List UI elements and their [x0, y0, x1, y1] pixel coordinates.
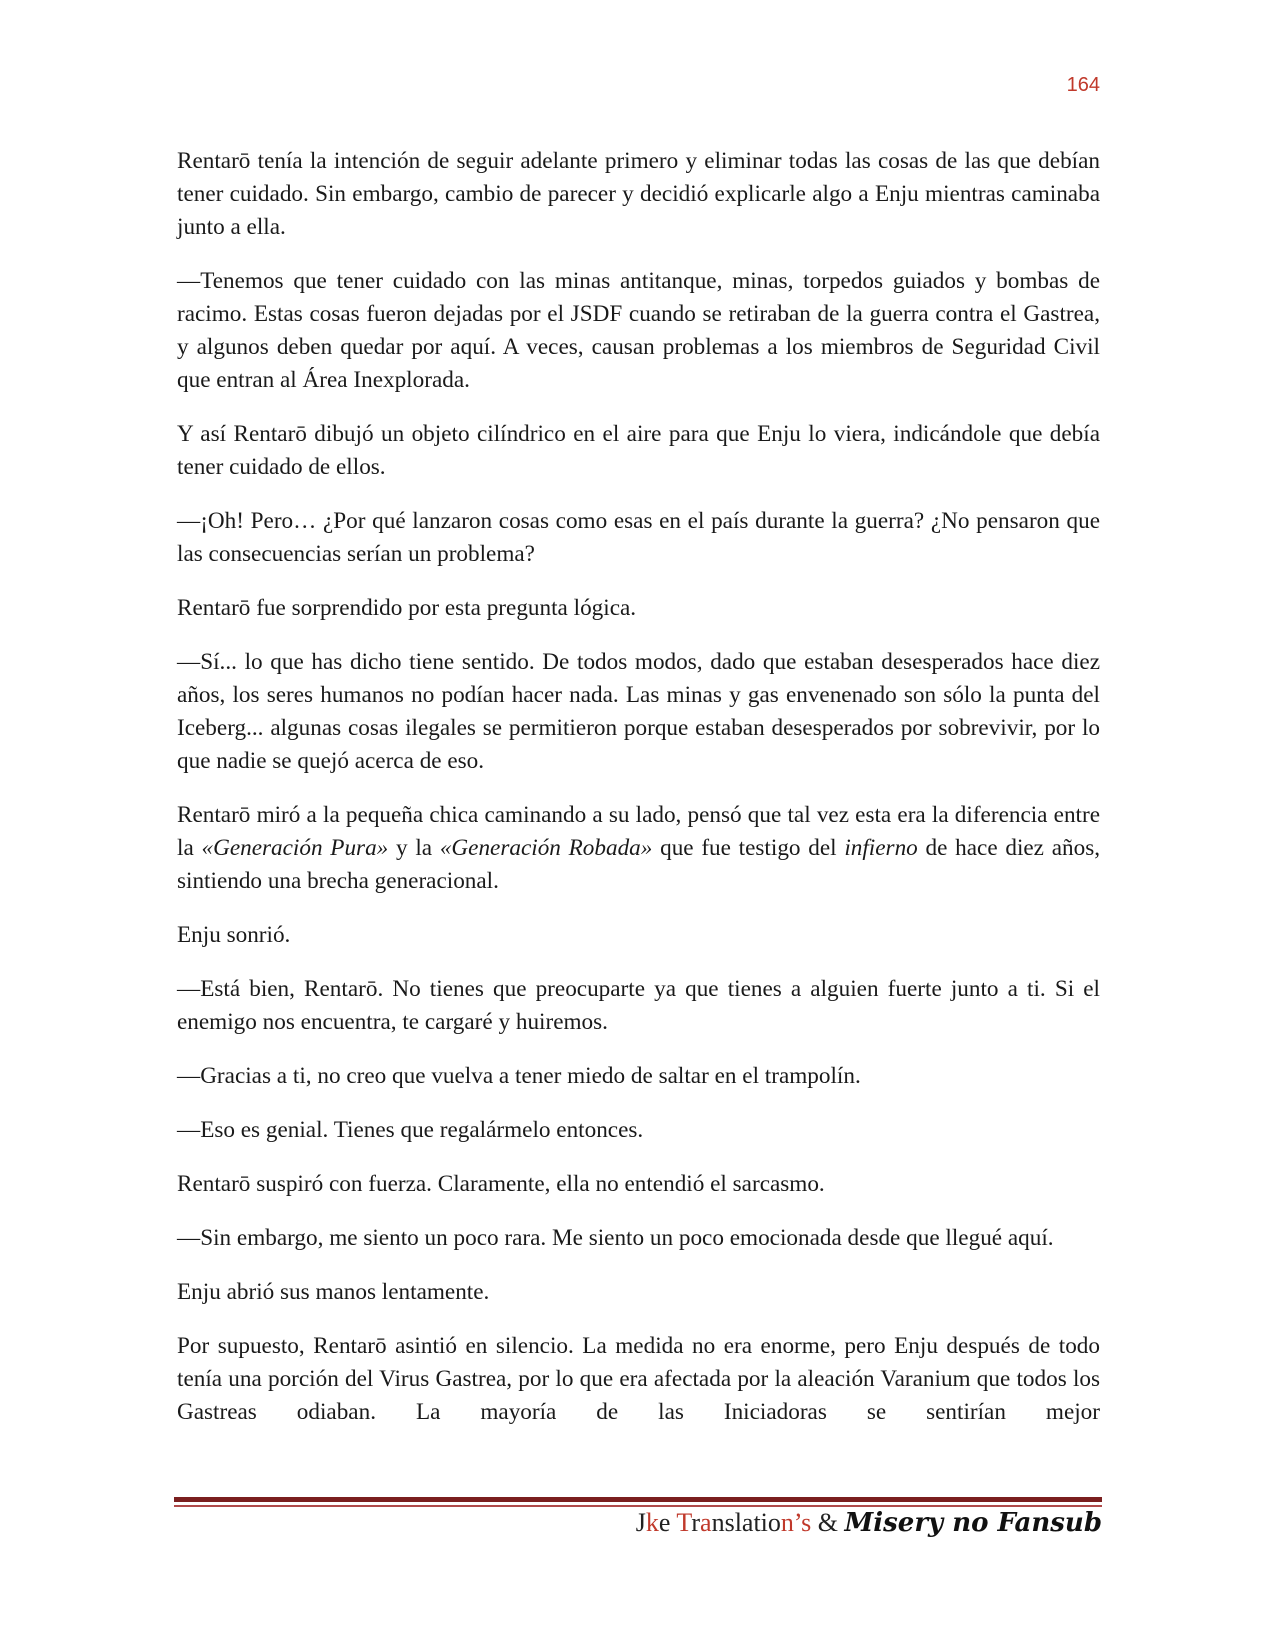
credit-part: a [700, 1508, 712, 1537]
footer-rule-thick [174, 1497, 1102, 1502]
credit-part: & [811, 1508, 845, 1537]
paragraph: —Tenemos que tener cuidado con las minas antitanque, minas, torpedos guiados y bombas de racimo. Estas cosas fueron dejadas por el JSDF cuando se retiraban de la guerra contra el Gastrea, y algunos deben quedar por aquí. A veces, causan problemas a los miembros de Seguridad Civil que entran al Área Inexplorada. [177, 268, 1100, 393]
credit-part: e [658, 1508, 677, 1537]
paragraph: Rentarō tenía la intención de seguir adelante primero y eliminar todas las cosas de las que debían tener cuidado. Sin embargo, cambio de parecer y decidió explicarle algo a Enju mientras caminaba junto a ella. [177, 148, 1100, 240]
credit-part: k [645, 1508, 659, 1537]
text-run: de hace diez años, sintiendo una brecha generacional. [177, 835, 1101, 894]
paragraph: —Sin embargo, me siento un poco rara. Me siento un poco emocionada desde que llegué aquí. [177, 1225, 1054, 1251]
credit-part: J [635, 1508, 646, 1537]
paragraph: —Está bien, Rentarō. No tienes que preocuparte ya que tienes a alguien fuerte junto a ti. Si el enemigo nos encuentra, te cargaré y huiremos. [177, 976, 1100, 1035]
paragraph: Enju abrió sus manos lentamente. [177, 1279, 490, 1305]
paragraph: —Eso es genial. Tienes que regalármelo entonces. [177, 1117, 644, 1143]
italic-term: infierno [844, 835, 918, 861]
paragraph: Enju sonrió. [177, 922, 291, 948]
paragraph-generations [177, 799, 1100, 898]
page-number: 164 [1066, 74, 1100, 96]
paragraph: —¡Oh! Pero… ¿Por qué lanzaron cosas como esas en el país durante la guerra? ¿No pensaron que las consecuencias serían un problema? [177, 508, 1100, 567]
paragraph: Rentarō suspiró con fuerza. Claramente, ella no entendió el sarcasmo. [177, 1171, 825, 1197]
footer-rule-thin [174, 1505, 1102, 1507]
credit-part: ’s [793, 1508, 812, 1537]
text-run: y la [388, 835, 440, 861]
paragraph: —Sí... lo que has dicho tiene sentido. De todos modos, dado que estaban desesperados hace diez años, los seres humanos no podían hacer nada. Las minas y gas envenenado son sólo la punta del Iceberg... algunas cosas ilegales se permitieron porque estaban desesperados por sobrevivir, por lo que nadie se quejó acerca de eso. [177, 649, 1100, 774]
credit-part: T [676, 1508, 692, 1537]
paragraph: Rentarō fue sorprendido por esta pregunta lógica. [177, 595, 637, 621]
text-run: Rentarō miró a la pequeña chica caminando a su lado, pensó que tal vez esta era la diferencia entre la [177, 802, 1100, 861]
paragraph: Y así Rentarō dibujó un objeto cilíndrico en el aire para que Enju lo viera, indicándole que debía tener cuidado de ellos. [177, 421, 1100, 480]
italic-term: «Generación Pura» [201, 835, 389, 861]
footer-credit [560, 1508, 1102, 1538]
paragraph-continued: Por supuesto, Rentarō asintió en silencio. La medida no era enorme, pero Enju después de todo tenía una porción del Virus Gastrea, por lo que era afectada por la aleación Varanium que todos los Gastreas odiaban. La mayoría de las Iniciadoras se sentirían mejor [177, 1333, 1100, 1425]
italic-term: «Generación Robada» [439, 835, 653, 861]
credit-fansub-name: Misery no Fansub [844, 1508, 1102, 1538]
text-run: que fue testigo del [652, 835, 845, 861]
credit-part: nslatio [711, 1508, 781, 1537]
credit-part: n [780, 1508, 794, 1537]
document-body [177, 145, 1100, 1450]
paragraph: —Gracias a ti, no creo que vuelva a tener miedo de saltar en el trampolín. [177, 1063, 861, 1089]
credit-part: r [691, 1508, 701, 1537]
